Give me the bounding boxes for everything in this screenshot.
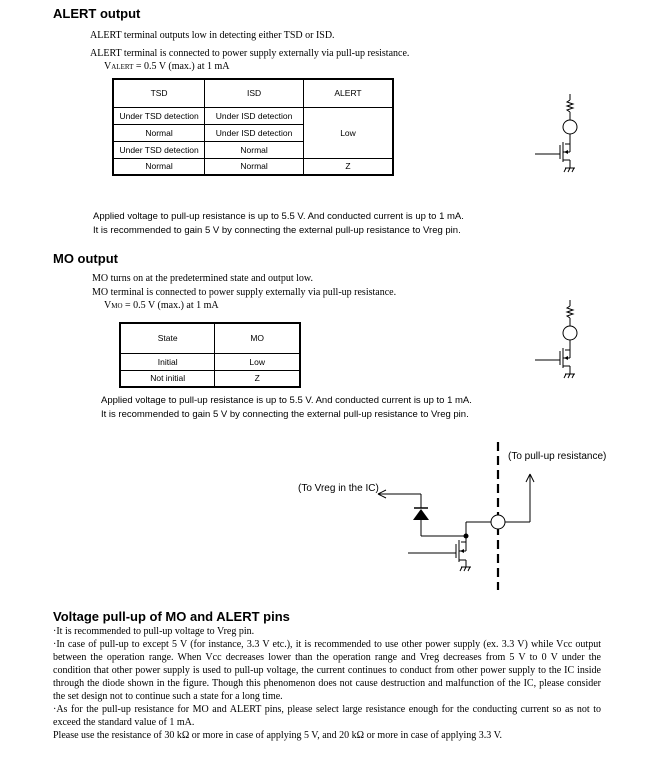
mo-note1: Applied voltage to pull-up resistance is up to 5.5 V. And conducted current is up to 1 mA. [101,395,472,406]
table-cell: Not initial [120,370,215,387]
alert-line1: ALERT terminal outputs low in detecting either TSD or ISD. [90,30,335,41]
mo-note2: It is recommended to gain 5 V by connecting the external pull-up resistance to Vreg pin. [101,409,469,420]
mo-line2: MO terminal is connected to power supply externally via pull-up resistance. [92,287,397,298]
pullup-para: ·In case of pull-up to except 5 V (for instance, 3.3 V etc.), it is recommended to use other power supply (ex. 3.3 V) while Vcc output between the operation range. When Vcc decreases lower than the operation range and Vreg decreases from 5 V to 0 V under the condition that other power supply is used to pull-up voltage, the current continues to conduct from other power supply to the IC inside through the diode shown in the figure. Though this phenomenon does not cause destruction and malfunction of the IC, please consider the set design not to continue such a state for a long time. [53,639,601,702]
mo-line1: MO turns on at the predetermined state and output low. [92,273,313,284]
pullup-diode-diagram [290,440,630,600]
table-cell-z: Z [304,158,393,175]
mo-heading: MO output [53,251,118,266]
pullup-para: ·As for the pull-up resistance for MO and ALERT pins, please select large resistance enough for the conducting current so as not to exceed the standard value of 1 mA. [53,704,601,728]
table-cell: Under ISD detection [205,124,304,141]
table-cell: Normal [205,141,304,158]
pullup-heading: Voltage pull-up of MO and ALERT pins [53,609,290,624]
table-cell-low: Low [304,107,393,158]
pullup-label: (To pull-up resistance) [508,451,607,462]
table-header: State [120,323,215,353]
pullup-para: ·It is recommended to pull-up voltage to Vreg pin. [53,626,255,637]
pullup-para: Please use the resistance of 30 kΩ or more in case of applying 5 V, and 20 kΩ or more in case of applying 3.3 V. [53,730,503,741]
table-cell: Under ISD detection [205,107,304,124]
pullup-body [53,625,601,742]
table-cell: Under TSD detection [113,141,205,158]
table-header: MO [215,323,300,353]
table-header: TSD [113,79,205,107]
alert-spec: VALERT = 0.5 V (max.) at 1 mA [104,61,230,72]
mo-spec: VMO = 0.5 V (max.) at 1 mA [104,300,219,311]
table-cell: Under TSD detection [113,107,205,124]
alert-open-drain-circuit [535,92,585,176]
table-cell: Initial [120,353,215,370]
table-cell: Z [215,370,300,387]
alert-note1: Applied voltage to pull-up resistance is up to 5.5 V. And conducted current is up to 1 mA. [93,211,464,222]
table-cell: Low [215,353,300,370]
alert-heading: ALERT output [53,6,141,21]
alert-line2: ALERT terminal is connected to power supply externally via pull-up resistance. [90,48,410,59]
table-cell: Normal [113,158,205,175]
vreg-label: (To Vreg in the IC) [298,483,379,494]
table-header: ISD [205,79,304,107]
table-cell: Normal [113,124,205,141]
alert-note2: It is recommended to gain 5 V by connecting the external pull-up resistance to Vreg pin. [93,225,461,236]
mo-open-drain-circuit [535,298,585,382]
alert-truth-table [112,78,394,176]
table-cell: Normal [205,158,304,175]
table-header: ALERT [304,79,393,107]
mo-state-table [119,322,301,388]
